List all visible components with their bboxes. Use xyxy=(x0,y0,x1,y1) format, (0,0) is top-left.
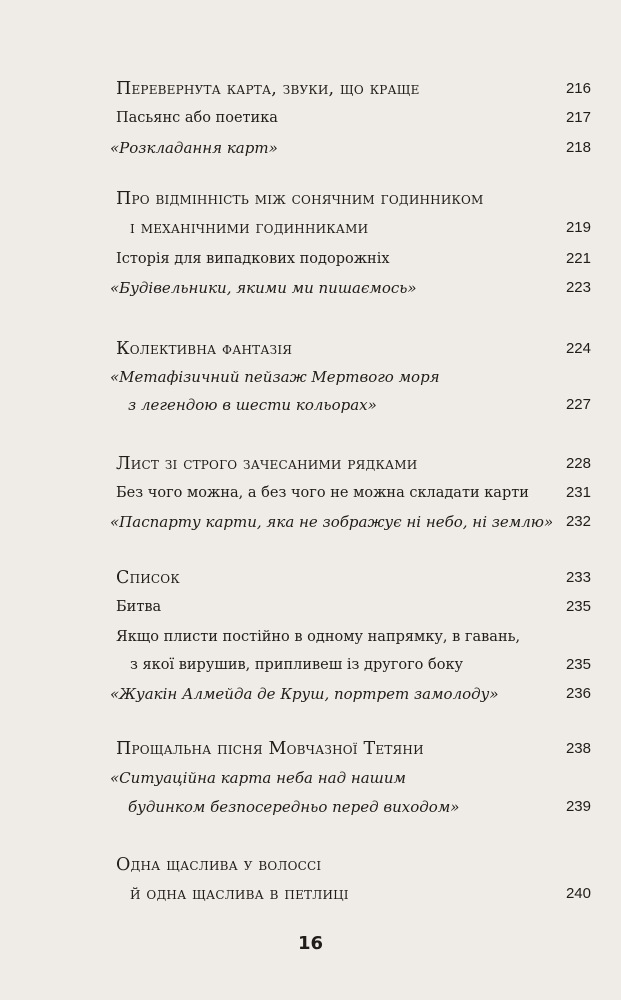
toc-entry xyxy=(0,795,621,819)
toc-page-number: 231 xyxy=(565,484,591,501)
toc-title: Пасьянс або поетика xyxy=(116,110,278,126)
toc-entry xyxy=(0,216,621,240)
toc-entry xyxy=(0,187,621,211)
toc-entry xyxy=(0,393,621,417)
toc-title-line-1: Про відмінність між сонячним годинником xyxy=(116,189,484,209)
toc-title-line-2: і механічними годинниками xyxy=(130,218,369,238)
toc-title: «Паспарту карти, яка не зображує ні небо, ні землю» xyxy=(110,513,554,531)
toc-entry xyxy=(0,595,621,619)
toc-page-number: 236 xyxy=(565,685,591,702)
toc-entry xyxy=(0,510,621,534)
toc-entry xyxy=(0,766,621,790)
toc-title-line-1: Якщо плисти постійно в одному напрямку, в гавань, xyxy=(116,629,521,645)
toc-title: Без чого можна, а без чого не можна складати карти xyxy=(116,485,529,501)
toc-entry xyxy=(0,853,621,877)
toc-title-line-2: з легендою в шести кольорах» xyxy=(128,396,377,414)
toc-entry xyxy=(0,136,621,160)
toc-title-line-1: «Ситуаційна карта неба над нашим xyxy=(110,769,406,787)
toc-entry xyxy=(0,247,621,271)
toc-page-number: 219 xyxy=(565,219,591,236)
toc-page-number: 238 xyxy=(565,740,591,757)
toc-page-number: 223 xyxy=(565,279,591,296)
toc-title-line-1: «Метафізичний пейзаж Мертвого моря xyxy=(110,368,440,386)
toc-title: Битва xyxy=(116,599,162,615)
toc-title: «Розкладання карт» xyxy=(110,139,278,157)
page-number: 16 xyxy=(297,933,324,954)
toc-entry xyxy=(0,106,621,130)
toc-entry xyxy=(0,737,621,761)
toc-entry xyxy=(0,625,621,649)
toc-page-number: 235 xyxy=(565,656,591,673)
toc-title-line-2: з якої вирушив, припливеш із другого боку xyxy=(130,657,464,673)
toc-title-line-1: Одна щаслива у волоссі xyxy=(116,855,322,875)
toc-title: Прощальна пісня Мовчазної Тетяни xyxy=(116,739,424,759)
toc-page-number: 239 xyxy=(565,798,591,815)
toc-title: Перевернута карта, звуки, що краще xyxy=(116,79,420,99)
toc-page-number: 216 xyxy=(565,80,591,97)
toc-page-number: 217 xyxy=(565,109,591,126)
toc-page-number: 224 xyxy=(565,340,591,357)
toc-page-number: 227 xyxy=(565,396,591,413)
toc-title: «Будівельники, якими ми пишаємось» xyxy=(110,279,417,297)
toc-title-line-2: будинком безпосередньо перед виходом» xyxy=(128,798,460,816)
toc-entry xyxy=(0,77,621,101)
toc-entry xyxy=(0,365,621,389)
toc-entry xyxy=(0,682,621,706)
toc-entry xyxy=(0,653,621,677)
toc-page-number: 228 xyxy=(565,455,591,472)
toc-title-line-2: й одна щаслива в петлиці xyxy=(130,884,349,904)
toc-entry xyxy=(0,481,621,505)
toc-title: Список xyxy=(116,568,180,588)
toc-page-number: 240 xyxy=(565,885,591,902)
toc-entry xyxy=(0,882,621,906)
toc-page-number: 221 xyxy=(565,250,591,267)
toc-page-number: 233 xyxy=(565,569,591,586)
toc-entry xyxy=(0,276,621,300)
toc-page-number: 235 xyxy=(565,598,591,615)
toc-entry xyxy=(0,566,621,590)
toc-page-number: 218 xyxy=(565,139,591,156)
toc-page-number: 232 xyxy=(565,513,591,530)
toc-title: Колективна фантазія xyxy=(116,339,293,359)
toc-entry xyxy=(0,452,621,476)
toc-title: Історія для випадкових подорожніх xyxy=(116,251,390,267)
toc-entry xyxy=(0,337,621,361)
toc-title: «Жуакін Алмейда де Круш, портрет замолоду» xyxy=(110,685,499,703)
toc-title: Лист зі строго зачесаними рядками xyxy=(116,454,418,474)
